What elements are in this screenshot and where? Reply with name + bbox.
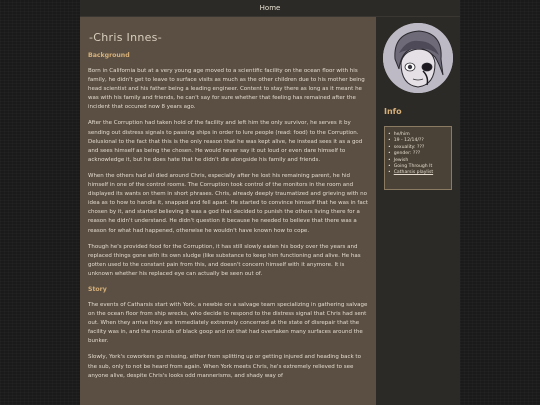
info-item-pronouns: • he/him bbox=[388, 132, 448, 138]
info-item-sexuality: • sexuality: ??? bbox=[388, 145, 448, 151]
info-box bbox=[384, 126, 452, 190]
info-item-age-birthday: • 19 - 12/14/?? bbox=[388, 138, 448, 144]
info-item-religion: • Jewish bbox=[388, 158, 448, 164]
top-navbar bbox=[80, 0, 460, 17]
main-content bbox=[80, 17, 376, 405]
playlist-link[interactable]: Catharsis playlist bbox=[393, 170, 434, 176]
nav-home-link[interactable]: Home bbox=[259, 4, 281, 12]
section-heading-story: Story bbox=[88, 285, 107, 293]
info-item-playlist bbox=[388, 170, 448, 176]
section-heading-background: Background bbox=[88, 52, 130, 59]
info-item-status: • Going Through It bbox=[388, 164, 448, 170]
paragraph: After the Corruption had taken hold of the facility and left him the only survivor, he serves it by sending out distress signals to passing ships in order to lure people (read: food) to the Corruption. Delusional to the fact that this is the only reason that he was kept alive, he instead sees it as a god and sees himself as being the chosen. He would never say it out loud or even dare himself to acknowledge it, but he does hate that he didn't die alongside his family and friends. bbox=[88, 120, 363, 163]
character-portrait-icon bbox=[383, 23, 453, 93]
info-item-gender: • gender: ??? bbox=[388, 151, 448, 157]
paragraph: Born in California but at a very young age moved to a scientific facility on the ocean floor with his family, he didn't get to leave to surface visits as much as the other children due to his mother being head scientist and his father being a leading engineer. Content to stay there as long as it meant he was with his family and friends, he can't say for sure whether that feeling has remained after the incident that occured now 8 years ago. bbox=[88, 68, 365, 111]
paragraph: When the others had all died around Chris, especially after he lost his remaining parent, he hid himself in one of the control rooms. The Corruption took control of the monitors in the room and displayed its wants on them in short phrases. Chris, already deeply traumatized and grieving with no idea as to how to handle it, snapped and fell apart. He started to convince himself that he was in fact chosen by it, and started believing it was a god that decided to punish the others living there for a reason he didn't understand. He didn't question it because he needed to believe that there was a reason for what had happened, otherwise he wouldn't have known how to cope. bbox=[88, 172, 368, 234]
page-title: -Chris Innes- bbox=[89, 31, 162, 44]
info-heading: Info bbox=[384, 107, 402, 116]
paragraph: The events of Catharsis start with York, a newbie on a salvage team specializing in gathering salvage on the ocean floor from ship wrecks, who decide to respond to the distress signal that Chris had sent out. When they arrive they are immediately extremely concerned at the state of disrepair that the facility was in, and the mounds of black goop and rot that had overtaken many surfaces around the bunker. bbox=[88, 301, 368, 345]
sidebar bbox=[376, 17, 460, 405]
paragraph: Slowly, York's coworkers go missing, either from splitting up or getting injured and heading back to the sub, only to not be heard from again. When York meets Chris, he's extremely relieved to see anyone alive, despite Chris's looks odd mannerisms, and shady way of bbox=[88, 354, 361, 379]
paragraph: Though he's provided food for the Corruption, it has still slowly eaten his body over the years and replaced things gone with its own sludge (like substance to keep him functioning and alive. He has gotten used to the constant pain from this, and doesn't concern himself with it anymore. It is unknown whether his replaced eye can actually be seen out of. bbox=[88, 243, 361, 277]
avatar bbox=[383, 23, 453, 93]
